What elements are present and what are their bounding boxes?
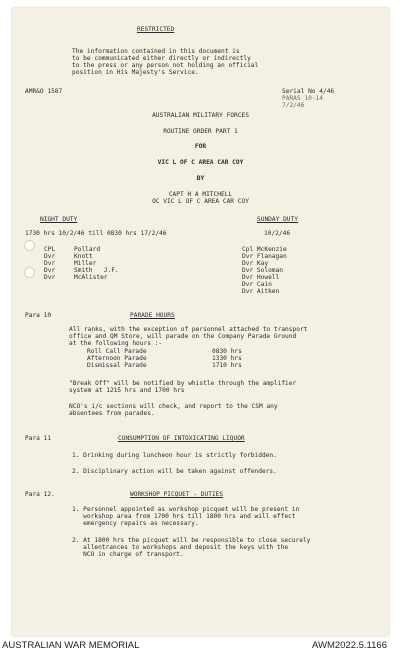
footer-accession-number: AWM2022.5.1166 xyxy=(312,640,387,651)
roster-name: Knott xyxy=(74,253,93,260)
parade-name: Afternoon Parade xyxy=(87,355,147,362)
parade-time: 1330 hrs xyxy=(212,355,242,362)
footer-institution: AUSTRALIAN WAR MEMORIAL xyxy=(2,640,140,651)
night-duty-period: 1730 hrs 10/2/46 till 0830 hrs 17/2/46 xyxy=(25,230,167,237)
roster-rank: Dvr xyxy=(44,260,56,267)
serial-paras: PARAS 10-14 xyxy=(282,95,323,102)
notice-line: to be communicated either directly or indirectly xyxy=(72,55,251,62)
punch-hole xyxy=(24,240,35,251)
para-10-intro: office and QM Store, will parade on the Company Parade Ground xyxy=(69,333,297,340)
para-11-label: Para 11 xyxy=(25,435,52,442)
para-10-intro: at the following hours :- xyxy=(69,340,163,347)
para-11-item: 2. Disciplinary action will be taken against offenders. xyxy=(72,468,277,475)
roster-name: McAlister xyxy=(74,274,108,281)
para-12-item-2: NCO in charge of transport. xyxy=(72,551,184,558)
roster-entry: Dvr Flanagan xyxy=(242,253,287,260)
title-unit: VIC L OF C AREA CAR COY xyxy=(157,159,244,166)
roster-rank: Dvr xyxy=(44,267,56,274)
roster-rank: Dvr xyxy=(44,253,56,260)
roster-entry: Dvr Cain xyxy=(242,281,272,288)
para-12-item-1: workshop area from 1700 hrs till 1800 hrs and will effect xyxy=(72,513,296,520)
nco-check-text: absentees from parades. xyxy=(69,410,155,417)
roster-entry: Cpl McKenzie xyxy=(242,246,287,253)
roster-entry: Dvr Howell xyxy=(242,274,280,281)
restricted-heading: RESTRICTED xyxy=(137,26,175,33)
roster-name: Pollard xyxy=(74,246,101,253)
title-routine-order: ROUTINE ORDER PART 1 xyxy=(163,128,238,135)
para-12-item-1: emergency repairs as necessary. xyxy=(72,520,199,527)
title-for: FOR xyxy=(194,143,207,150)
title-by: BY xyxy=(196,175,205,182)
nco-check-text: NCO's i/c sections will check, and report to the CSM any xyxy=(69,403,278,410)
para-12-item-1: 1. Personnel appointed as workshop picquet will be present in xyxy=(72,506,300,513)
notice-line: The information contained in this document is xyxy=(72,48,240,55)
para-12-item-2: allentrances to workshops and deposit the keys with the xyxy=(72,544,289,551)
parade-time: 1710 hrs xyxy=(212,362,242,369)
parade-time: 0830 hrs xyxy=(212,348,242,355)
parade-name: Dismissal Parade xyxy=(87,362,147,369)
punch-hole xyxy=(24,267,35,278)
break-off-text: "Break Off" will be notified by whistle through the amplifier xyxy=(69,380,297,387)
roster-name: Smith J.F. xyxy=(74,267,119,274)
parade-name: Roll Call Parade xyxy=(87,348,147,355)
title-forces: AUSTRALIAN MILITARY FORCES xyxy=(152,112,249,119)
roster-entry: Dvr Soloman xyxy=(242,267,283,274)
title-officer-role: OC VIC L OF C AREA CAR COY xyxy=(152,198,249,205)
serial-date: 7/2/46 xyxy=(282,102,305,109)
notice-line: to the press or any person not holding an official xyxy=(72,62,259,69)
serial-number: Serial No 4/46 xyxy=(282,88,335,95)
title-officer: CAPT H A MITCHELL xyxy=(168,191,233,198)
sunday-duty-date: 10/2/46 xyxy=(264,230,291,237)
sunday-duty-heading: SUNDAY DUTY xyxy=(257,216,298,223)
night-duty-heading: NIGHT DUTY xyxy=(40,216,78,223)
roster-entry: Dvr Kay xyxy=(242,260,269,267)
para-12-label: Para 12. xyxy=(25,491,55,498)
roster-name: Miller xyxy=(74,260,97,267)
para-10-label: Para 10 xyxy=(25,312,52,319)
para-10-intro: All ranks, with the exception of personnel attached to transport xyxy=(69,326,308,333)
order-code: AMR&O 1587 xyxy=(25,88,63,95)
para-12-item-2: 2. At 1800 hrs the picquet will be responsible to close securely xyxy=(72,537,311,544)
roster-rank: CPL xyxy=(44,246,56,253)
para-12-heading: WORKSHOP PICQUET - DUTIES xyxy=(130,491,224,498)
document-page xyxy=(12,8,389,636)
para-11-heading: CONSUMPTION OF INTOXICATING LIQUOR xyxy=(118,435,245,442)
notice-line: position in His Majesty's Service. xyxy=(72,69,199,76)
break-off-text: system at 1215 hrs and 1700 hrs xyxy=(69,387,185,394)
roster-entry: Dvr Aitken xyxy=(242,288,280,295)
roster-rank: Dvr xyxy=(44,274,56,281)
para-11-item: 1. Drinking during luncheon hour is strictly forbidden. xyxy=(72,452,277,459)
para-10-heading: PARADE HOURS xyxy=(130,312,175,319)
